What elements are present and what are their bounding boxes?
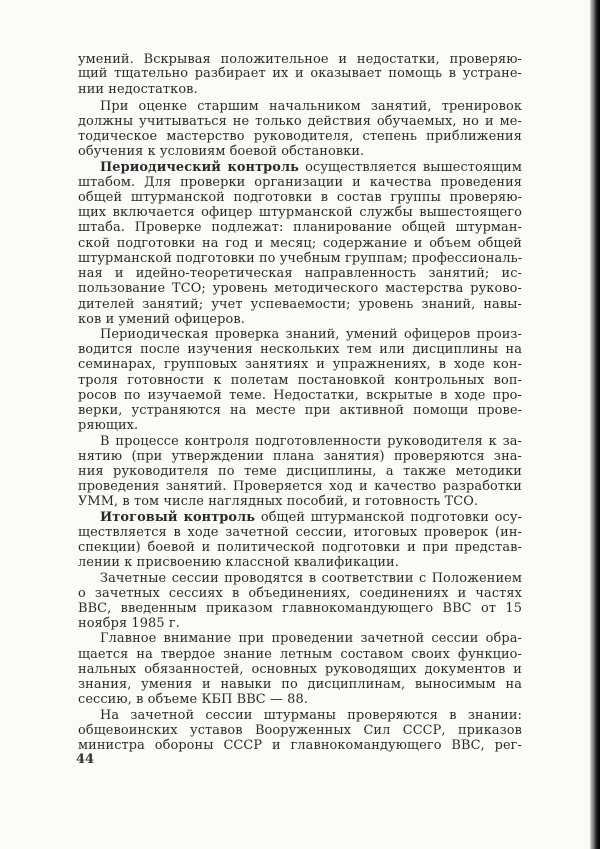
text-line — [78, 205, 522, 221]
line-text: осуществляется вышестоящим — [299, 160, 522, 175]
line-text: общевоинских уставов Вооруженных Сил СССР, приказов — [78, 723, 522, 738]
text-line — [78, 357, 522, 373]
text-line — [78, 723, 522, 739]
text-line — [78, 555, 522, 571]
line-text: общей штурманской подготовки в состав группы проверяю- — [78, 190, 522, 205]
line-text: общей штурманской подготовки осу- — [255, 510, 522, 525]
line-text: щий тщательно разбирает их и оказывает помощь в устране- — [78, 66, 522, 81]
line-text: ВВС, введенным приказом главнокомандующего ВВС от 15 — [78, 601, 522, 616]
text-line — [100, 571, 522, 587]
line-text: знания, умения и навыки по дисциплинам, выносимым на — [78, 677, 522, 692]
text-line — [78, 373, 522, 389]
line-text: лении к присвоению классной квалификации. — [78, 555, 399, 570]
line-text: ков и умений офицеров. — [78, 312, 245, 327]
line-text: штурманской подготовки по учебным группам; профессиональ- — [78, 251, 522, 266]
line-text: водится после изучения нескольких тем или дисциплины на — [78, 342, 522, 357]
text-line — [78, 601, 522, 617]
line-text: спекции) боевой и политической подготовки и при представ- — [78, 540, 522, 555]
text-line — [78, 66, 522, 82]
text-line — [78, 82, 522, 98]
line-text: должны учитываться не только действия обучаемых, но и ме- — [78, 114, 522, 129]
text-line — [78, 525, 522, 541]
line-text: Зачетные сессии проводятся в соответствии с Положением — [100, 571, 522, 586]
line-text: ная и идейно-теоретическая направленность занятий; ис- — [78, 266, 522, 281]
text-line — [78, 175, 522, 191]
text-line — [78, 738, 522, 754]
text-line — [78, 312, 522, 328]
text-line — [78, 114, 522, 130]
line-text: дителей занятий; учет успеваемости; уровень знаний, навы- — [78, 297, 522, 312]
text-line — [78, 677, 522, 693]
line-text: нальных обязанностей, основных руководящих документов и — [78, 662, 522, 677]
line-text: тодическое мастерство руководителя, степень приближения — [78, 129, 522, 144]
text-line — [78, 418, 522, 434]
line-text: УММ, в том числе наглядных пособий, и готовность ТСО. — [78, 494, 479, 509]
text-line — [78, 266, 522, 282]
text-line — [78, 388, 522, 404]
text-line — [78, 281, 522, 297]
line-text: ряющих. — [78, 418, 139, 433]
text-line — [78, 190, 522, 206]
line-text: проведения занятий. Проверяется ход и качество разработки — [78, 479, 522, 494]
line-text: министра обороны СССР и главнокомандующего ВВС, рег- — [78, 738, 522, 753]
line-text: о зачетных сессиях в объединениях, соединениях и частях — [78, 586, 522, 601]
text-line — [78, 449, 522, 465]
text-line — [100, 327, 522, 343]
text-line — [78, 540, 522, 556]
text-line — [78, 494, 522, 510]
text-line — [78, 297, 522, 313]
line-text: нятию (при утверждении плана занятия) проверяются зна- — [78, 449, 522, 464]
text-line — [78, 220, 522, 236]
text-line — [78, 616, 522, 632]
text-line — [78, 479, 522, 495]
line-text: При оценке старшим начальником занятий, тренировок — [100, 99, 522, 114]
line-text: семинарах, групповых занятиях и упражнениях, в ходе кон- — [78, 357, 522, 372]
line-text: пользование ТСО; уровень методического мастерства руково- — [78, 281, 522, 296]
line-text: Главное внимание при проведении зачетной сессии обра- — [100, 631, 522, 646]
line-text: росов по изучаемой теме. Недостатки, вскрытые в ходе про- — [78, 388, 522, 403]
line-text: штабом. Для проверки организации и качества проведения — [78, 175, 522, 190]
text-line — [78, 251, 522, 267]
text-line — [78, 342, 522, 358]
bold-term: Периодический контроль — [100, 160, 300, 175]
line-text: В процессе контроля подготовленности руководителя к за- — [100, 434, 522, 449]
text-line — [78, 403, 522, 419]
line-text: сессию, в объеме КБП ВВС — 88. — [78, 692, 308, 707]
text-line — [78, 144, 522, 160]
line-text: нии недостатков. — [78, 82, 198, 97]
text-line — [78, 692, 522, 708]
text-line — [78, 662, 522, 678]
text-line — [100, 631, 522, 647]
line-text: верки, устраняются на месте при активной помощи прове- — [78, 403, 522, 418]
line-text: штаба. Проверке подлежат: планирование общей штурман- — [78, 220, 522, 235]
line-text: ществляется в ходе зачетной сессии, итоговых проверок (ин- — [78, 525, 522, 540]
line-text: щается на твердое знание летным составом своих функцио- — [78, 647, 522, 662]
page-number: 44 — [76, 752, 95, 767]
text-line — [100, 708, 522, 724]
text-line — [78, 129, 522, 145]
line-text: троля готовности к полетам постановкой контрольных воп- — [78, 373, 522, 388]
text-line — [78, 647, 522, 663]
line-text: ской подготовки на год и месяц; содержание и объем общей — [78, 236, 522, 251]
text-line — [100, 99, 522, 115]
text-line — [78, 236, 522, 252]
text-line — [100, 160, 522, 176]
line-text: ния руководителя по теме дисциплины, а также методики — [78, 464, 522, 479]
text-line — [78, 586, 522, 602]
line-text: На зачетной сессии штурманы проверяются в знании: — [100, 708, 522, 723]
bold-term: Итоговый контроль — [100, 510, 256, 525]
line-text: Периодическая проверка знаний, умений офицеров произ- — [100, 327, 522, 342]
line-text: умений. Вскрывая положительное и недостатки, проверяю- — [78, 52, 522, 67]
line-text: щих включается офицер штурманской службы вышестоящего — [78, 205, 522, 220]
text-line — [78, 464, 522, 480]
text-line — [100, 510, 522, 526]
line-text: обучения к условиям боевой обстановки. — [78, 144, 365, 159]
line-text: ноября 1985 г. — [78, 616, 180, 631]
text-line — [100, 434, 522, 450]
